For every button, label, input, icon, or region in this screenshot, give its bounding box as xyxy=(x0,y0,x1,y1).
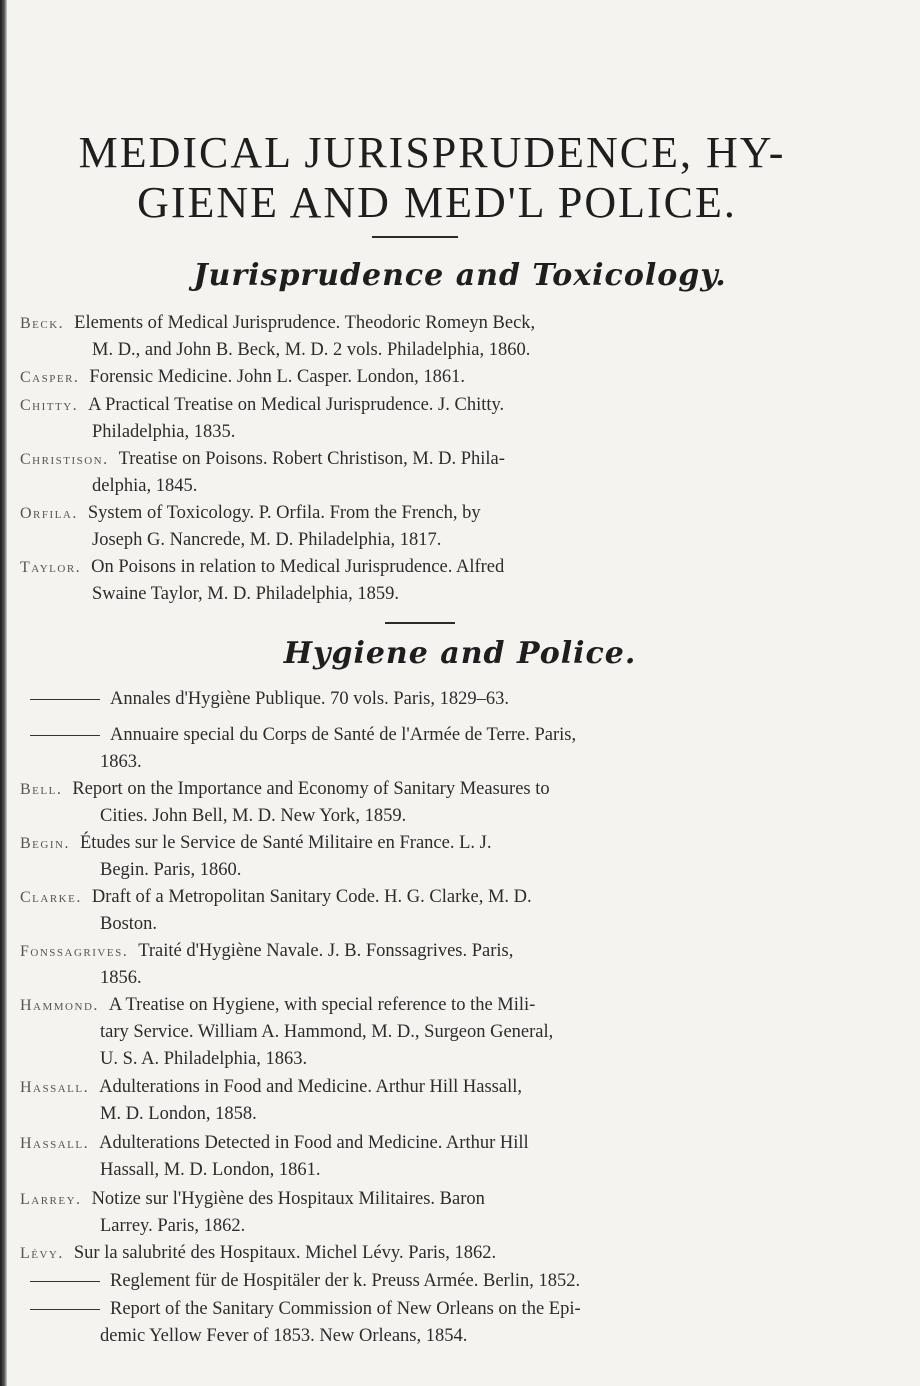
entry-text: Draft of a Metropolitan Sanitary Code. H. G. Clarke, M. D. xyxy=(91,887,532,907)
entry-text: A Practical Treatise on Medical Jurisprudence. J. Chitty. xyxy=(88,395,505,415)
title-line-1: MEDICAL JURISPRUDENCE, HY- xyxy=(78,128,786,177)
entry-author: Taylor. xyxy=(20,559,82,576)
ditto-dash xyxy=(30,1281,100,1282)
entry-text: Annuaire special du Corps de Santé de l'Armée de Terre. Paris, xyxy=(110,725,577,745)
ditto-dash xyxy=(30,735,100,736)
entry-author: Begin. xyxy=(20,835,70,852)
entry-author: Hassall. xyxy=(20,1135,90,1152)
entry-text: A Treatise on Hygiene, with special reference to the Mili- xyxy=(108,995,536,1015)
entry-author: Christison. xyxy=(20,451,109,468)
bib-entry-larrey xyxy=(20,1186,840,1240)
entry-continuation: Begin. Paris, 1860. xyxy=(100,860,242,880)
section-heading-jurisprudence: Jurisprudence and Toxicology. xyxy=(193,258,727,293)
bib-entry-levy xyxy=(20,1240,840,1267)
entry-continuation: M. D., and John B. Beck, M. D. 2 vols. Philadelphia, 1860. xyxy=(92,340,531,360)
entry-text: Report on the Importance and Economy of Sanitary Measures to xyxy=(72,779,550,799)
bib-entry-bell xyxy=(20,776,840,830)
bib-entry-annales xyxy=(20,686,840,713)
bib-entry-hammond xyxy=(20,992,840,1073)
ditto-dash xyxy=(30,699,100,700)
bib-entry-hassall-1858 xyxy=(20,1074,840,1128)
entry-author: Chitty. xyxy=(20,397,79,414)
entry-author: Clarke. xyxy=(20,889,82,906)
entry-author: Beck. xyxy=(20,315,65,332)
entry-text: Traité d'Hygiène Navale. J. B. Fonssagrives. Paris, xyxy=(138,941,514,961)
entry-continuation: Philadelphia, 1835. xyxy=(92,422,236,442)
entry-author: Lévy. xyxy=(20,1245,64,1262)
entry-text: Annales d'Hygiène Publique. 70 vols. Paris, 1829–63. xyxy=(110,689,509,709)
entry-author: Casper. xyxy=(20,369,80,386)
entry-continuation: Larrey. Paris, 1862. xyxy=(100,1216,246,1236)
entry-continuation: U. S. A. Philadelphia, 1863. xyxy=(100,1049,308,1069)
entry-continuation: delphia, 1845. xyxy=(92,476,198,496)
bib-entry-taylor xyxy=(20,554,840,608)
entry-text: Adulterations in Food and Medicine. Arthur Hill Hassall, xyxy=(99,1077,522,1097)
title-line-2: GIENE AND MED'L POLICE. xyxy=(137,178,737,227)
entry-author: Larrey. xyxy=(20,1191,82,1208)
entry-text: Forensic Medicine. John L. Casper. London, 1861. xyxy=(89,367,466,387)
bib-entry-reglement xyxy=(20,1268,840,1295)
entry-text: Adulterations Detected in Food and Medicine. Arthur Hill xyxy=(99,1133,529,1153)
entry-continuation: 1863. xyxy=(100,752,142,772)
bib-entry-sanitary-commission xyxy=(20,1296,840,1350)
entry-author: Bell. xyxy=(20,781,63,798)
bib-entry-casper xyxy=(20,364,840,391)
entry-continuation: 1856. xyxy=(100,968,142,988)
entry-continuation: tary Service. William A. Hammond, M. D., Surgeon General, xyxy=(100,1022,554,1042)
entry-author: Orfila. xyxy=(20,505,78,522)
bib-entry-fonssagrives xyxy=(20,938,840,992)
page-title xyxy=(22,128,842,228)
entry-author: Fonssagrives. xyxy=(20,943,129,960)
divider-rule xyxy=(372,236,458,238)
entry-continuation: Cities. John Bell, M. D. New York, 1859. xyxy=(100,806,407,826)
entry-text: On Poisons in relation to Medical Jurisprudence. Alfred xyxy=(91,557,505,577)
entry-text: Études sur le Service de Santé Militaire en France. L. J. xyxy=(79,833,492,853)
ditto-dash xyxy=(30,1309,100,1310)
divider-rule xyxy=(385,622,455,624)
entry-author: Hassall. xyxy=(20,1079,90,1096)
bib-entry-beck xyxy=(20,310,840,364)
entry-text: Reglement für de Hospitäler der k. Preuss Armée. Berlin, 1852. xyxy=(110,1271,581,1291)
entry-text: Elements of Medical Jurisprudence. Theodoric Romeyn Beck, xyxy=(74,313,536,333)
entry-continuation: Hassall, M. D. London, 1861. xyxy=(100,1160,321,1180)
bib-entry-clarke xyxy=(20,884,840,938)
entry-author: Hammond. xyxy=(20,997,99,1014)
entry-text: System of Toxicology. P. Orfila. From the French, by xyxy=(87,503,481,523)
bib-entry-hassall-1861 xyxy=(20,1130,840,1184)
entry-text: Treatise on Poisons. Robert Christison, M. D. Phila- xyxy=(118,449,505,469)
entry-continuation: M. D. London, 1858. xyxy=(100,1104,257,1124)
bib-entry-orfila xyxy=(20,500,840,554)
entry-continuation: Boston. xyxy=(100,914,158,934)
entry-continuation: Swaine Taylor, M. D. Philadelphia, 1859. xyxy=(92,584,399,604)
bib-entry-begin xyxy=(20,830,840,884)
entry-continuation: Joseph G. Nancrede, M. D. Philadelphia, 1817. xyxy=(92,530,442,550)
entry-continuation: demic Yellow Fever of 1853. New Orleans, 1854. xyxy=(100,1326,468,1346)
entry-text: Notize sur l'Hygiène des Hospitaux Militaires. Baron xyxy=(91,1189,485,1209)
bib-entry-chitty xyxy=(20,392,840,446)
entry-text: Report of the Sanitary Commission of New Orleans on the Epi- xyxy=(110,1299,581,1319)
bib-entry-annuaire xyxy=(20,722,840,776)
section-heading-hygiene: Hygiene and Police. xyxy=(283,636,637,671)
bib-entry-christison xyxy=(20,446,840,500)
entry-text: Sur la salubrité des Hospitaux. Michel Lévy. Paris, 1862. xyxy=(73,1243,497,1263)
